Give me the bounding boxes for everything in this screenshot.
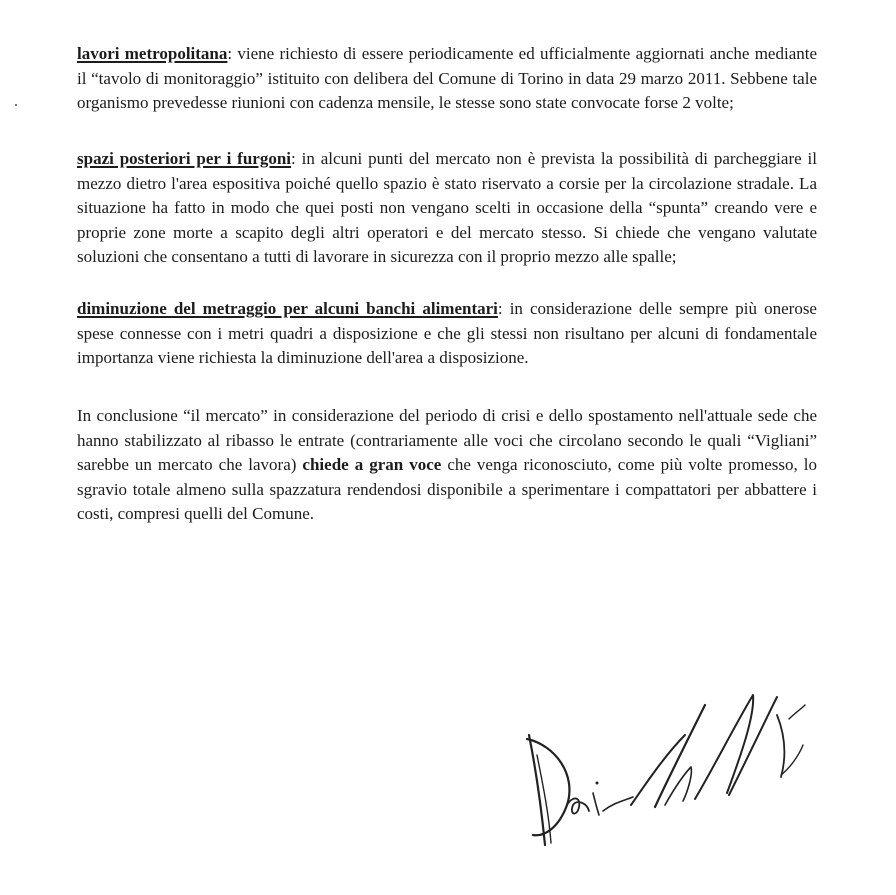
conclusion-text-after: che venga riconosciuto, come più volte promesso, lo sgravio totale almeno sulla spazzatura rendendosi disponibile a sperimentare i compattatori per abbattere i costi, compresi quelli del Comune. bbox=[77, 455, 817, 523]
paragraph-text: : viene richiesto di essere periodicamente ed ufficialmente aggiornati anche mediante il “tavolo di monitoraggio” istituito con delibera del Comune di Torino in data 29 marzo 2011. Sebbene tale organismo prevedesse riunioni con cadenza mensile, le stesse sono state convocate forse 2 volte; bbox=[77, 44, 818, 112]
paragraph-heading: spazi posteriori per i furgoni bbox=[77, 149, 292, 168]
paragraph-text: : in considerazione delle sempre più onerose spese connesse con i metri quadri a disposizione e che gli stessi non risultano per alcuni di fondamentale importanza viene richiesta la diminuzione dell'area a disposizione. bbox=[77, 299, 817, 367]
paragraph-diminuzione-metraggio bbox=[77, 297, 817, 371]
paragraph-text: : in alcuni punti del mercato non è prevista la possibilità di parcheggiare il mezzo dietro l'area espositiva poiché quello spazio è stato riservato a corsie per la circolazione stradale. La situazione ha fatto in modo che quei posti non vengano scelti in occasione della “spunta” creando vere e proprie zone morte a scapito degli altri operatori e del mercato stesso. Si chiede che vengano valutate soluzioni che consentano a tutti di lavorare in sicurezza con il proprio mezzo alle spalle; bbox=[77, 149, 817, 266]
paragraph-lavori-metropolitana bbox=[77, 42, 817, 116]
conclusion-text-before: In conclusione “il mercato” in considerazione del periodo di crisi e dello spostamento nell'attuale sede che hanno stabilizzato al ribasso le entrate (contrariamente alle voci che circolano secondo le quali “Vigliani” sarebbe un mercato che lavora) bbox=[77, 406, 817, 474]
paragraph-conclusion bbox=[77, 404, 817, 527]
paragraph-heading: diminuzione del metraggio per alcuni banchi alimentari bbox=[77, 299, 498, 318]
paragraph-heading: lavori metropolitana bbox=[77, 44, 228, 63]
conclusion-emphasis: chiede a gran voce bbox=[302, 455, 442, 474]
paragraph-spazi-posteriori bbox=[77, 147, 817, 270]
scan-speck bbox=[15, 104, 17, 106]
handwritten-signature bbox=[515, 675, 815, 875]
